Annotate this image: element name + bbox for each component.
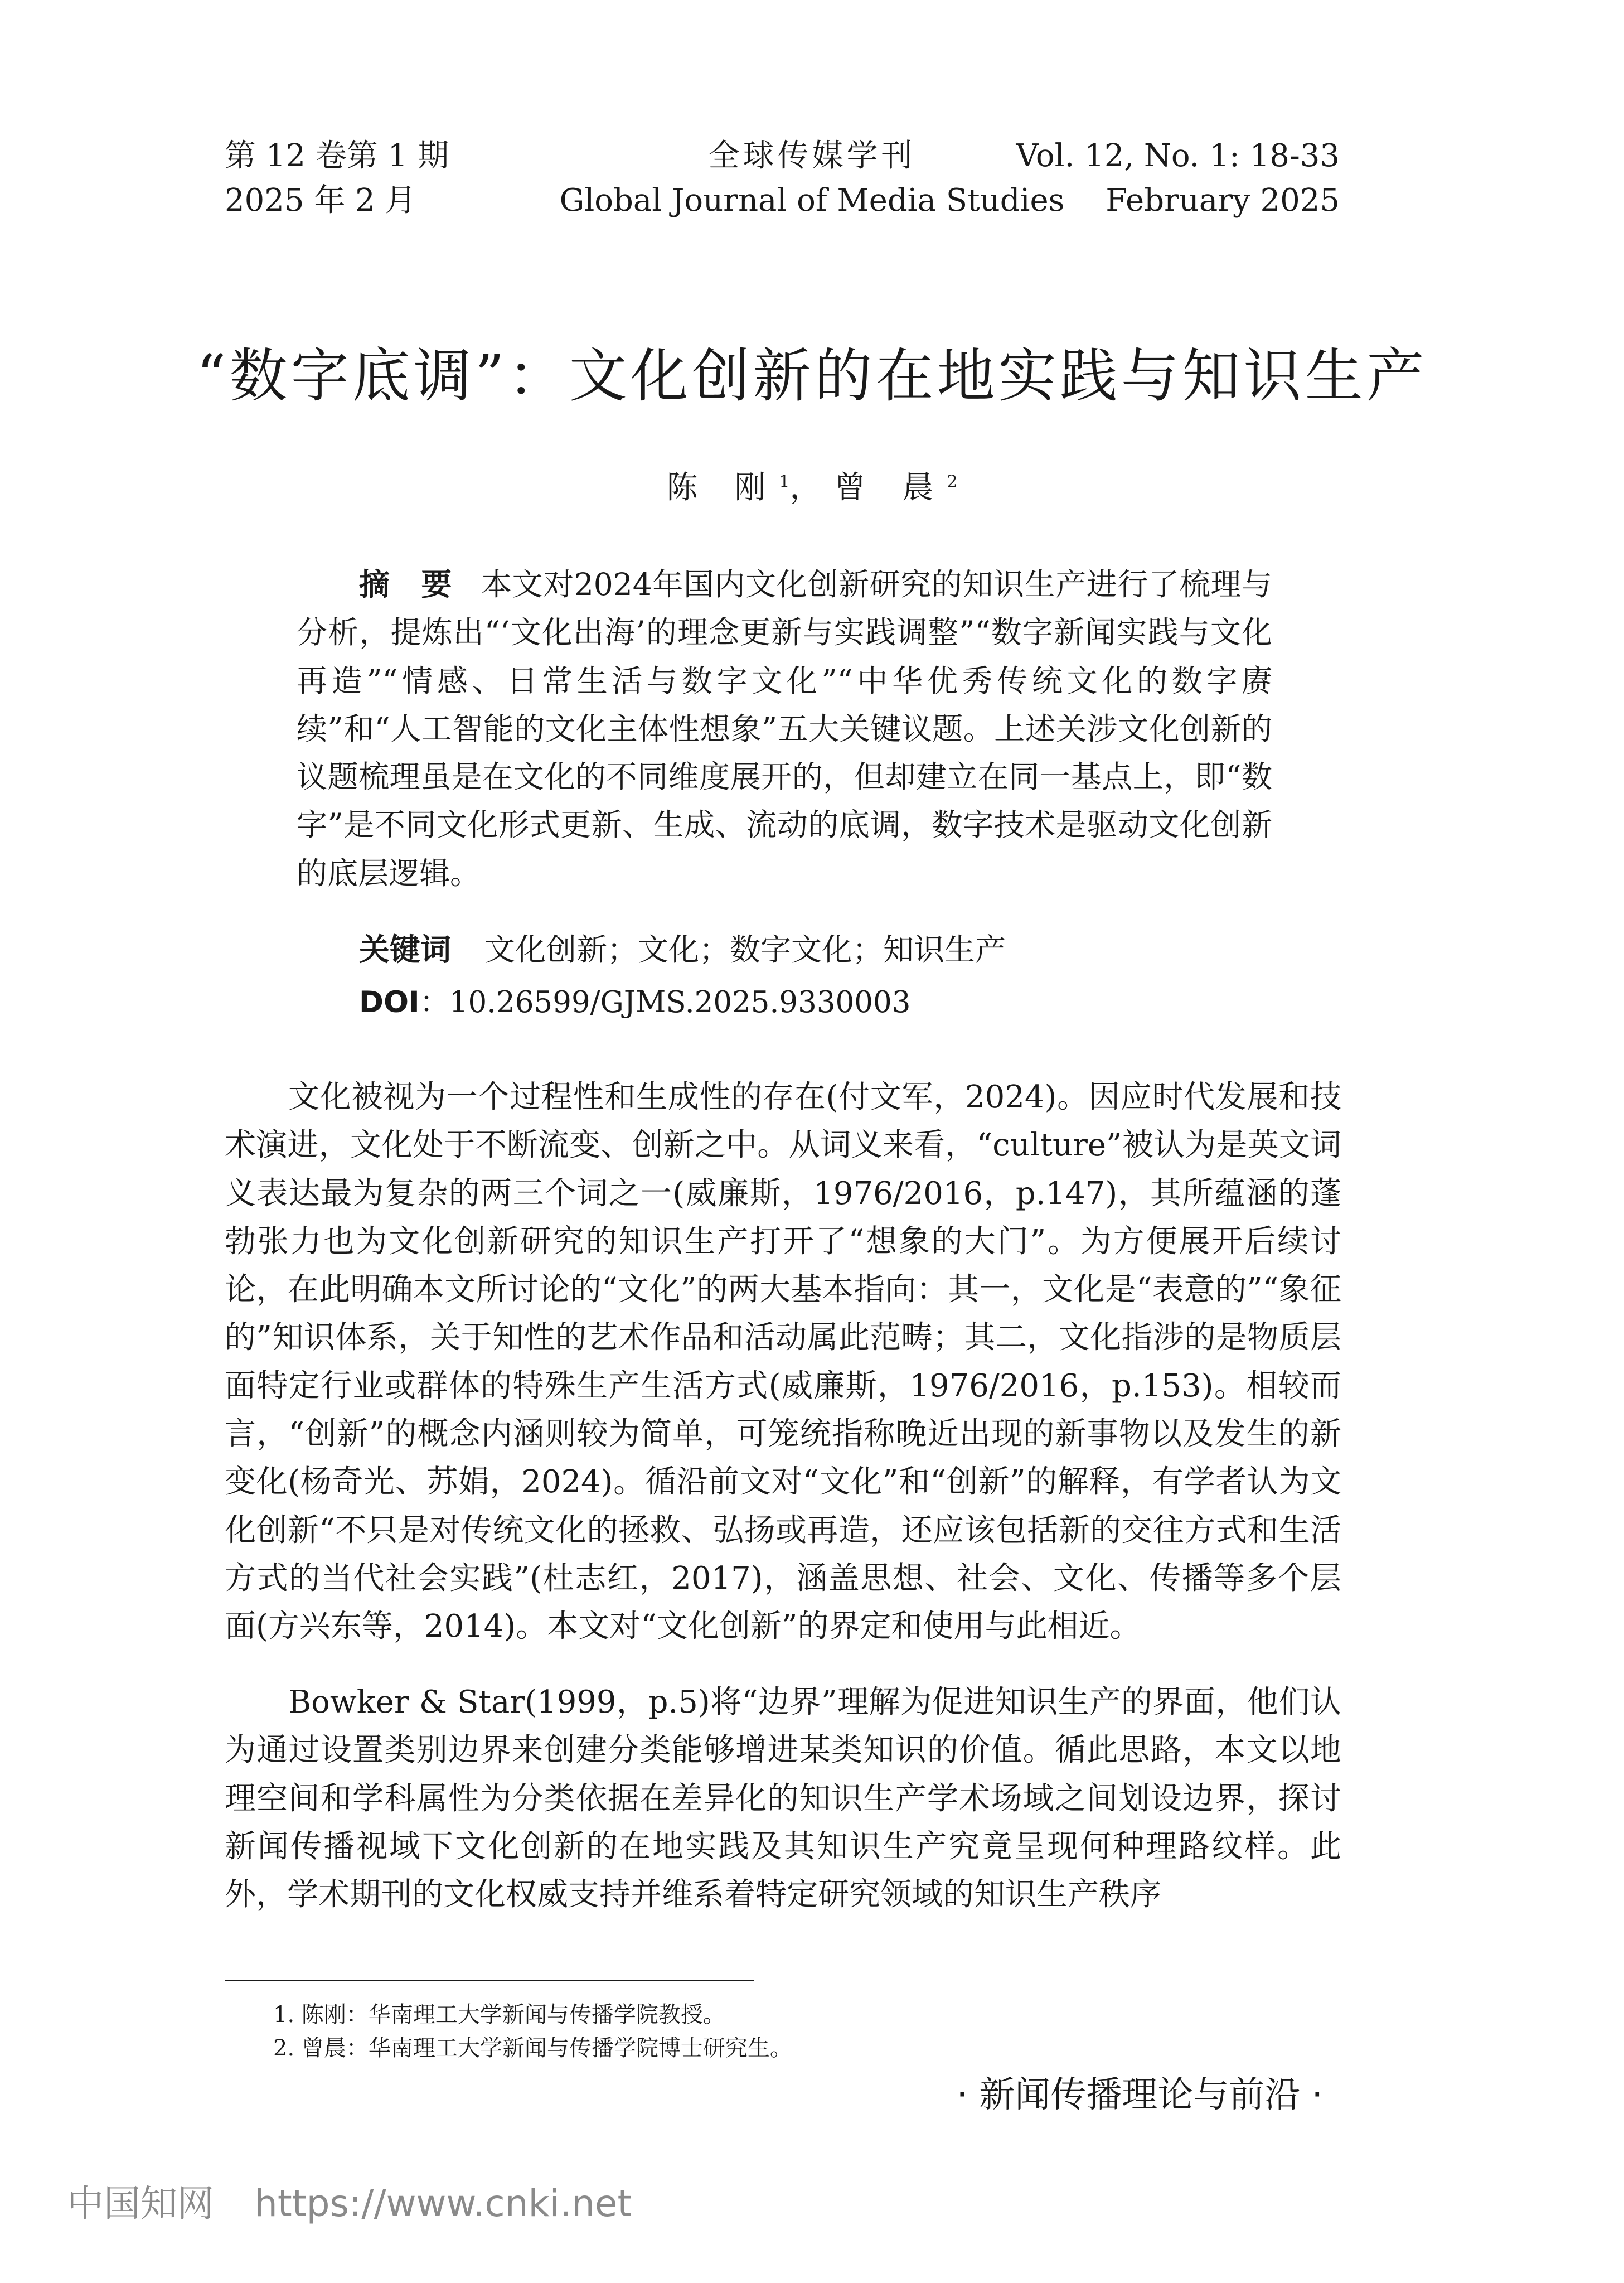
doi xyxy=(359,979,910,1027)
section-label: · 新闻传播理论与前沿 · xyxy=(956,2074,1323,2116)
author-2-affil-mark: 2 xyxy=(947,472,958,492)
abstract xyxy=(297,560,1272,897)
footnote-2: 2. 曾晨：华南理工大学新闻与传播学院博士研究生。 xyxy=(273,2035,792,2061)
header-issue-pages: Vol. 12, No. 1: 18-33 xyxy=(1016,138,1340,174)
keywords-text: 文化创新；文化；数字文化；知识生产 xyxy=(484,932,1006,968)
keywords xyxy=(359,926,1006,974)
header-volume: 第 12 卷第 1 期 xyxy=(225,138,449,174)
header-journal-en: Global Journal of Media Studies xyxy=(559,182,1065,219)
author-1: 陈 刚 xyxy=(666,470,779,506)
body-paragraph-2: Bowker & Star(1999，p.5)将“边界”理解为促进知识生产的界面，他们认为通过设置类别边界来创建分类能够增进某类知识的价值。循此思路，本文以地理空间和学科属性为分类依据在差异化的知识生产学术场域之间划设边界，探讨新闻传播视域下文化创新的在地实践及其知识生产究竟呈现何种理路纹样。此外，学术期刊的文化权威支持并维系着特定研究领域的知识生产秩序 xyxy=(225,1684,1341,1913)
author-1-affil-mark: 1 xyxy=(779,472,790,492)
doi-value: ：10.26599/GJMS.2025.9330003 xyxy=(419,985,911,1019)
footnote-1: 1. 陈刚：华南理工大学新闻与传播学院教授。 xyxy=(273,2002,725,2028)
article-title: “数字底调”：文化创新的在地实践与知识生产 xyxy=(196,342,1428,410)
doi-label: DOI xyxy=(359,985,420,1019)
author-line xyxy=(0,463,1624,507)
author-separator: ， xyxy=(789,470,835,506)
body-paragraph-1: 文化被视为一个过程性和生成性的存在(付文军，2024)。因应时代发展和技术演进，文化处于不断流变、创新之中。从词义来看，“culture”被认为是英文词义表达最为复杂的两三个词之一(威廉斯，1976/2016，p.147)，其所蕴涵的蓬勃张力也为文化创新研究的知识生产打开了“想象的大门”。为方便展开后续讨论，在此明确本文所讨论的“文化”的两大基本指向：其一，文化是“表意的”“象征的”知识体系，关于知性的艺术作品和活动属此范畴；其二，文化指涉的是物质层面特定行业或群体的特殊生产生活方式(威廉斯，1976/2016，p.153)。相较而言，“创新”的概念内涵则较为简单，可笼统指称晚近出现的新事物以及发生的新变化(杨奇光、苏娟，2024)。循沿前文对“文化”和“创新”的解释，有学者认为文化创新“不只是对传统文化的拯救、弘扬或再造，还应该包括新的交往方式和生活方式的当代社会实践”(杜志红，2017)，涵盖思想、社会、文化、传播等多个层面(方兴东等，2014)。本文对“文化创新”的界定和使用与此相近。 xyxy=(225,1079,1341,1645)
header-date-en: February 2025 xyxy=(1106,182,1340,219)
header-date-cn: 2025 年 2 月 xyxy=(225,182,416,219)
watermark-brand: 中国知网 xyxy=(67,2182,214,2225)
footnote-rule xyxy=(225,1980,754,1981)
abstract-text: 本文对2024年国内文化创新研究的知识生产进行了梳理与分析，提炼出“‘文化出海’的理念更新与实践调整”“数字新闻实践与文化再造”“情感、日常生活与数字文化”“中华优秀传统文化的数字赓续”和“人工智能的文化主体性想象”五大关键议题。上述关涉文化创新的议题梳理虽是在文化的不同维度展开的，但却建立在同一基点上，即“数字”是不同文化形式更新、生成、流动的底调，数字技术是驱动文化创新的底层逻辑。 xyxy=(297,567,1272,891)
cnki-watermark xyxy=(67,2174,672,2227)
keywords-label: 关键词 xyxy=(359,932,452,968)
author-2: 曾 晨 xyxy=(834,470,947,506)
abstract-label: 摘 要 xyxy=(359,567,462,602)
watermark-url: https://www.cnki.net xyxy=(254,2182,632,2225)
header-journal-cn: 全球传媒学刊 xyxy=(708,138,916,174)
